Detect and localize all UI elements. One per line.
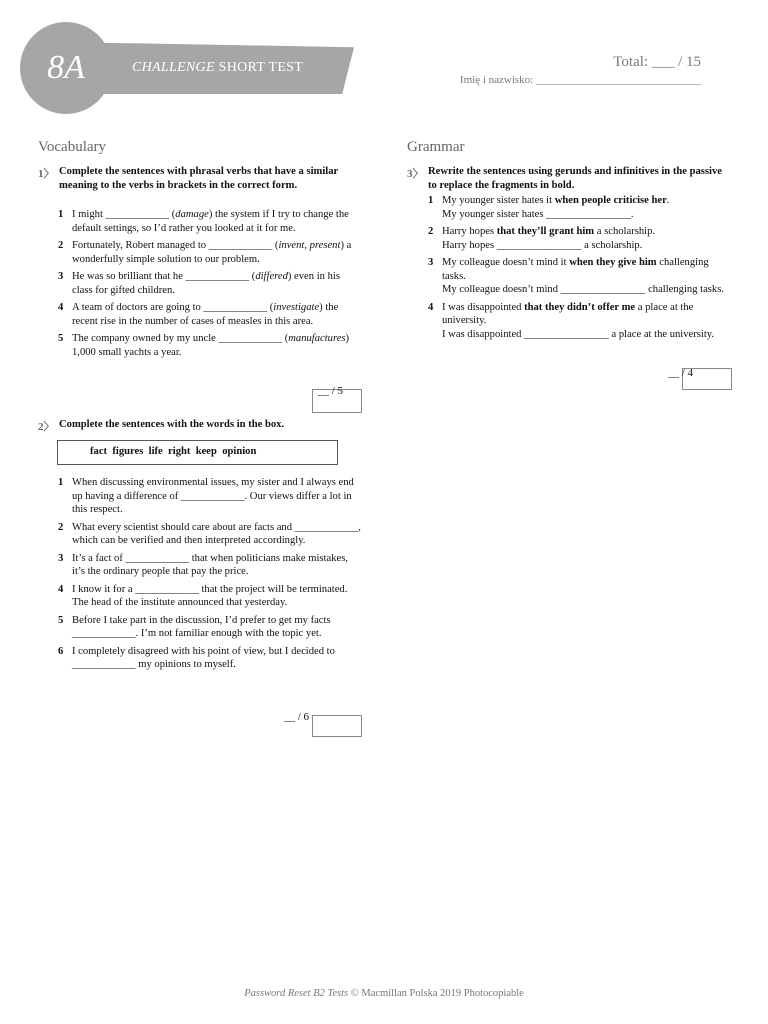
task-number-2: 2〉 [38,421,55,433]
task1-instruction: Complete the sentences with phrasal verbs that have a similar meaning to the verbs in brackets in the correct form. [59,166,339,191]
task3-item: 4 I was disappointed that they didn’t offer me a place at the university. I was disappointed ________________ a place at the university. [428,301,715,340]
vocabulary-title: Vocabulary [38,139,107,155]
task-number-1: 1〉 [38,168,55,180]
task3-item: 2 Harry hopes that they’ll grant him a scholarship. Harry hopes ________________ a scholarship. [428,226,656,251]
task3-items [428,194,730,345]
task1-item: 1 I might ____________ (damage) the system if I try to change the default settings, so I’d rather you looked at it for me. [58,209,349,234]
task3-item: 1 My younger sister hates it when people criticise her. My younger sister hates ________________. [428,195,670,220]
task2-score: __ / 6 [284,711,310,723]
test-title: CHALLENGE SHORT TEST [132,60,304,75]
task2-items [58,476,362,676]
footer: Password Reset B2 Tests © Macmillan Polska 2019 Photocopiable [244,988,524,999]
task3-score: __ / 4 [668,367,694,379]
task2-item: 6 I completely disagreed with his point of view, but I decided to ____________ my opinions to myself. [58,645,335,670]
task3-instruction: Rewrite the sentences using gerunds and infinitives in the passive to replace the fragments in bold. [428,166,722,191]
task-number-3: 3〉 [407,168,424,180]
task2-score-box[interactable] [312,715,362,737]
task1-item: 4 A team of doctors are going to ____________ (investigate) the recent rise in the number of cases of measles in this area. [58,302,339,327]
task1-item: 5 The company owned by my uncle ____________ (manufactures) 1,000 small yachts a year. [58,333,350,358]
task3-item: 3 My colleague doesn’t mind it when they give him challenging tasks. My colleague doesn’t mind ________________ challenging tasks. [428,257,724,295]
total-score: Total: ___ / 15 [613,54,701,70]
unit-number: 8A [47,49,85,86]
header [0,0,768,130]
task2-item: 2 What every scientist should care about are facts and ____________, which can be verified and then interpreted accordingly. [58,521,361,546]
word-box: fact figures life right keep opinion [57,440,338,465]
grammar-title: Grammar [407,139,465,155]
task2-instruction: Complete the sentences with the words in the box. [59,419,285,430]
name-field: Imię i nazwisko: ______________________________ [459,74,701,86]
task2-item: 1 When discussing environmental issues, my sister and I always end up having a difference of ____________. Our views differ a lot in this respect. [58,477,354,515]
task1-items [58,208,360,363]
task2-item: 5 Before I take part in the discussion, I’d prefer to get my facts ____________. I’m not familiar enough with the topic yet. [58,614,331,639]
task2-item: 4 I know it for a ____________ that the project will be terminated. The head of the institute announced that yesterday. [58,583,348,608]
task2-item: 3 It’s a fact of ____________ that when politicians make mistakes, it’s the ordinary people that pay the price. [58,552,348,577]
task1-item: 3 He was so brilliant that he ____________ (differed) even in his class for gifted children. [58,271,340,296]
task1-item: 2 Fortunately, Robert managed to ____________ (invent, present) a wonderfully simple solution to our problem. [58,240,352,265]
task1-score: __ / 5 [318,385,344,397]
